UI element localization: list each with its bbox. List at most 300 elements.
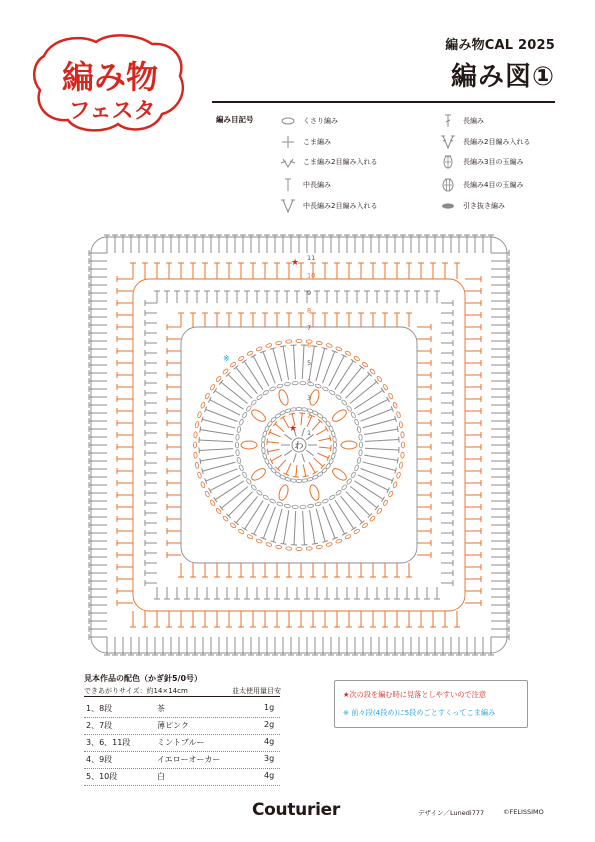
chain-mark (359, 442, 362, 448)
chain-mark (341, 484, 347, 491)
chain-mark (392, 402, 397, 409)
chain-mark (194, 452, 198, 458)
stitch-mark (309, 510, 314, 544)
rounds-cell: 1、8段 (86, 704, 113, 713)
caution-star-icon: ★ (289, 424, 298, 434)
chain-mark (362, 361, 369, 367)
table-row (84, 717, 280, 735)
chain-mark (262, 390, 269, 396)
chain-mark (222, 515, 229, 522)
table-divider (84, 696, 280, 697)
chain-mark (353, 528, 360, 534)
amount-header: 並太使用量目安 (232, 687, 281, 695)
dc2-in-same-icon (440, 135, 456, 149)
chain-mark (204, 393, 210, 400)
color-cell: 薄ピンク (157, 721, 189, 730)
chain-mark (197, 472, 202, 479)
stitch-mark (335, 361, 353, 390)
stitch-mark (313, 471, 318, 474)
stitch-mark (267, 442, 279, 443)
stitch-mark (221, 382, 247, 403)
amount-cell: 3g (264, 754, 275, 763)
chain-mark (261, 447, 265, 453)
note-caution: ★次の段を編む時に見落としやすいので注意 (343, 690, 487, 699)
stitch-mark (354, 481, 383, 499)
chain-mark (296, 547, 302, 550)
chain-mark (345, 534, 352, 540)
spike-mark-icon: ※ (223, 354, 230, 363)
chain-mark (276, 502, 283, 507)
amount-cell: 1g (264, 703, 275, 712)
chain-mark (401, 432, 405, 438)
chain-mark (357, 457, 362, 464)
chain-mark (256, 394, 263, 400)
stitch-mark (294, 345, 296, 379)
legend-item (440, 199, 505, 213)
stitch-mark (363, 462, 396, 471)
stitch-mark (200, 458, 201, 464)
svg-text:編み物: 編み物 (61, 58, 159, 96)
caution-star-icon: ★ (291, 258, 300, 268)
chain-mark (256, 346, 263, 351)
chain-mark (200, 402, 205, 409)
chain-mark (210, 384, 216, 391)
round-number: 4 (307, 376, 312, 385)
chain-mark (307, 504, 313, 508)
chain-mark (325, 463, 331, 470)
copyright: ©FELISSIMO (503, 808, 544, 816)
chain-mark (215, 376, 221, 383)
stitch-mark (280, 346, 286, 347)
stitch-mark (245, 500, 263, 529)
stitch-mark (293, 454, 296, 463)
stitch-mark (346, 374, 370, 398)
chain-mark (354, 464, 359, 471)
rounds-cell: 3、6、11段 (86, 738, 131, 747)
legend-item (440, 114, 484, 128)
stitch-mark (275, 424, 284, 432)
stitch-mark (381, 497, 384, 502)
stitch-mark (214, 497, 217, 502)
stitch-mark (284, 510, 289, 544)
stitch-mark (200, 430, 234, 435)
chain-mark (300, 381, 306, 385)
legend-label: 長編み2目編み入れる (463, 138, 531, 146)
legend-item (440, 155, 523, 169)
stitch-mark (397, 426, 398, 432)
stitch-mark (364, 429, 398, 434)
page-title: 編み図① (450, 62, 555, 92)
stitch-mark (289, 413, 295, 414)
stitch-mark (199, 440, 233, 442)
chain-mark (265, 343, 272, 348)
round-number: 10 (307, 271, 316, 280)
stitch-mark (316, 348, 325, 381)
stitch-mark (202, 419, 235, 428)
stitch-mark (330, 435, 331, 441)
chain-mark (270, 416, 277, 423)
chain-mark (269, 386, 276, 391)
header-divider (212, 101, 555, 103)
stitch-mark (303, 465, 306, 477)
stitch-mark (331, 445, 332, 451)
stitch-mark (311, 346, 317, 347)
chain-mark (382, 384, 388, 391)
chain-mark (237, 426, 242, 433)
chain-mark (354, 419, 359, 426)
stitch-mark (270, 459, 273, 464)
chain-mark (346, 405, 352, 412)
chain-mark (396, 411, 401, 418)
color-table-title: 見本作品の配色（かぎ針5/0号） (84, 674, 203, 683)
round-number: 7 (307, 324, 312, 332)
chain-mark (247, 534, 254, 540)
stitch-mark (283, 417, 289, 427)
bobble-mark (277, 484, 290, 502)
chain-mark (276, 384, 283, 389)
chain-mark (369, 368, 376, 375)
stitch-mark (397, 457, 398, 463)
stitch-mark (244, 361, 263, 389)
chain-mark (341, 399, 347, 406)
stitch-mark (301, 413, 302, 425)
chain-mark (353, 356, 360, 362)
amount-cell: 2g (264, 720, 275, 729)
chain-mark (210, 499, 216, 506)
stitch-mark (340, 367, 361, 393)
stitch-mark (202, 462, 235, 471)
hdc2-in-same-icon (280, 199, 296, 213)
half-double-icon (280, 178, 296, 192)
chain-mark (388, 393, 394, 400)
stitch-mark (242, 360, 247, 363)
chain-mark (236, 434, 240, 440)
legend-label: 中長編み (303, 181, 331, 189)
chain-mark (262, 494, 269, 500)
stitch-mark (294, 511, 296, 545)
legend-label: こま編み (303, 138, 331, 146)
stitch-mark (325, 426, 328, 431)
chain-mark (376, 376, 382, 383)
stitch-mark (302, 454, 305, 463)
chain-mark (315, 502, 322, 507)
stitch-mark (200, 455, 234, 460)
round-number: 5 (307, 359, 312, 367)
svg-text:フェスタ: フェスタ (68, 99, 156, 124)
chain-mark (197, 411, 202, 418)
chain-mark (350, 412, 356, 419)
slip-stitch-icon (440, 199, 456, 213)
stitch-mark (200, 427, 201, 433)
chain-mark (322, 498, 329, 503)
stitch-mark (351, 359, 356, 362)
chain-mark (329, 494, 336, 500)
stitch-mark (270, 432, 281, 437)
chain-mark (235, 442, 238, 448)
chain-mark (290, 479, 296, 483)
chain-mark (261, 442, 264, 448)
stitch-mark (319, 438, 331, 441)
chain-mark (230, 522, 237, 528)
chain-mark (335, 538, 342, 543)
chain-mark (296, 479, 302, 482)
chain-mark (359, 450, 363, 456)
chain-mark (275, 341, 282, 345)
stitch-mark (284, 434, 291, 439)
stitch-mark (303, 476, 309, 477)
bobble-mark (250, 408, 268, 424)
chain-mark (247, 350, 254, 356)
chain-stitch-icon (280, 114, 296, 128)
chain-mark (195, 421, 199, 428)
chain-mark (301, 479, 307, 483)
table-row (84, 700, 280, 718)
stitch-mark (302, 345, 304, 379)
chain-mark (369, 515, 376, 522)
chain-mark (290, 407, 296, 411)
stitch-mark (316, 509, 325, 542)
stitch-mark (365, 440, 399, 442)
chain-mark (399, 462, 403, 469)
stitch-mark (267, 449, 268, 455)
chain-mark (239, 419, 244, 426)
bobble-mark (331, 466, 349, 482)
bobble-mark (341, 441, 357, 449)
stitch-mark (286, 463, 291, 474)
color-cell: 白 (157, 772, 165, 781)
chain-mark (401, 442, 404, 448)
chain-mark (335, 394, 342, 400)
chain-mark (251, 484, 257, 491)
legend-item (440, 178, 523, 192)
stitch-mark (236, 496, 257, 522)
double-crochet-icon (440, 114, 456, 128)
legend-item (440, 135, 530, 149)
stitch-mark (354, 390, 382, 409)
stitch-mark (273, 348, 282, 381)
stitch-mark (268, 449, 280, 452)
stitch-mark (283, 346, 288, 380)
finished-size: できあがりサイズ：約14×14cm (84, 687, 188, 695)
crochet-chart (86, 232, 512, 658)
stitch-mark (242, 527, 247, 530)
stitch-mark (215, 391, 244, 409)
round-number: 3 (307, 394, 312, 402)
chain-mark (335, 346, 342, 351)
chain-mark (286, 340, 292, 344)
chain-mark (238, 528, 245, 534)
sc2-in-same-icon (280, 155, 296, 169)
chain-mark (296, 339, 302, 342)
chain-mark (265, 542, 272, 547)
chain-mark (230, 361, 237, 367)
chain-mark (346, 478, 352, 485)
chain-mark (284, 382, 290, 386)
chain-mark (359, 434, 363, 440)
chain-mark (326, 343, 333, 348)
stitch-mark (309, 462, 315, 472)
legend-item (280, 114, 338, 128)
magic-ring-label: わ (294, 441, 304, 452)
chain-mark (222, 368, 229, 375)
chain-mark (333, 442, 336, 448)
chain-mark (239, 464, 244, 471)
chain-mark (401, 452, 405, 458)
chain-mark (286, 547, 292, 551)
chain-mark (300, 505, 306, 509)
legend-label: 中長編み2目編み入れる (303, 202, 378, 210)
stitch-mark (296, 465, 297, 477)
amount-cell: 4g (264, 737, 275, 746)
chain-mark (315, 384, 322, 389)
stitch-mark (316, 429, 326, 435)
stitch-mark (317, 453, 328, 458)
chain-mark (399, 421, 403, 428)
brand-logo: Couturier (252, 800, 340, 820)
chain-mark (275, 545, 282, 549)
chain-mark (306, 547, 312, 551)
chain-mark (238, 356, 245, 362)
legend-label: 長編み4目の玉編み (463, 181, 524, 189)
chain-mark (345, 350, 352, 356)
stitch-mark (267, 439, 268, 445)
stitch-mark (228, 374, 252, 398)
chain-mark (350, 471, 356, 478)
chain-mark (333, 447, 337, 453)
stitch-mark (278, 460, 286, 469)
chain-mark (256, 490, 263, 496)
legend-item (280, 178, 331, 192)
legend-label: 長編み3目の玉編み (463, 158, 524, 166)
round-number: 11 (307, 254, 316, 262)
chain-mark (292, 381, 298, 385)
bobble-mark (250, 466, 268, 482)
chain-mark (246, 478, 252, 485)
chain-mark (329, 390, 336, 396)
chain-mark (382, 499, 388, 506)
color-cell: ミントブルー (157, 738, 205, 747)
chain-mark (362, 522, 369, 528)
chain-mark (204, 491, 210, 498)
bobble-mark (277, 389, 290, 407)
round-number: 9 (307, 289, 312, 297)
chain-mark (321, 416, 328, 423)
stitch-mark (284, 450, 291, 455)
stitch-mark (306, 450, 313, 455)
stitch-mark (312, 421, 320, 430)
chain-mark (388, 491, 394, 498)
stitch-mark (280, 416, 285, 419)
chain-mark (284, 504, 290, 508)
cal-label: 編み物CAL 2025 (445, 38, 555, 53)
legend-label: くさり編み (303, 117, 338, 125)
chain-mark (195, 462, 199, 469)
dc3-bobble-icon (440, 155, 456, 169)
stitch-mark (351, 527, 356, 530)
legend-item (280, 135, 331, 149)
stitch-mark (346, 492, 370, 516)
chain-mark (396, 472, 401, 479)
rounds-cell: 2、7段 (86, 721, 113, 730)
stitch-mark (271, 455, 281, 461)
stitch-mark (363, 419, 396, 428)
chain-mark (251, 399, 257, 406)
legend-label: こま編み2目編み入れる (303, 158, 378, 166)
chain-mark (333, 436, 337, 442)
color-cell: イエローオーカー (157, 755, 221, 764)
chain-mark (292, 505, 298, 509)
round-number: 8 (307, 306, 312, 315)
notes-box (334, 680, 528, 728)
bobble-mark (241, 441, 257, 449)
color-cell: 茶 (157, 704, 165, 713)
stitch-mark (273, 509, 282, 542)
bobble-mark (308, 484, 321, 502)
stitch-mark (213, 388, 216, 393)
rounds-cell: 5、10段 (86, 772, 118, 781)
amount-cell: 4g (264, 771, 275, 780)
rounds-cell: 4、9段 (86, 755, 113, 764)
design-credit: デザイン／Lunedi777 (418, 809, 485, 817)
bobble-mark (331, 408, 349, 424)
note-spike-stitch: ※ 前々段(4段め)に5段めごとすくってこま編み (343, 708, 496, 717)
chain-mark (335, 490, 342, 496)
legend-item (280, 155, 377, 169)
chain-mark (237, 457, 242, 464)
chain-mark (193, 442, 196, 448)
stitch-mark (221, 487, 247, 508)
stitch-mark (365, 448, 399, 450)
round-number: 2 (307, 411, 312, 420)
stitch-mark (312, 543, 318, 544)
chain-mark (261, 436, 265, 442)
stitch-mark (350, 486, 376, 507)
chain-mark (392, 481, 397, 488)
chain-mark (242, 471, 248, 478)
stitch-mark (215, 481, 243, 500)
stitch-mark (350, 382, 376, 403)
stitch-mark (299, 413, 305, 414)
chain-mark (316, 341, 323, 345)
chain-mark (321, 467, 328, 474)
legend-title: 編み目記号 (216, 115, 254, 124)
chain-mark (322, 386, 329, 391)
chain-mark (270, 467, 277, 474)
chain-mark (200, 481, 205, 488)
stitch-mark (302, 428, 305, 437)
chain-mark (236, 450, 240, 456)
table-row (84, 768, 280, 786)
table-row (84, 734, 280, 752)
chain-mark (326, 542, 333, 547)
chain-mark (246, 405, 252, 412)
festa-logo (30, 30, 190, 140)
chain-mark (274, 471, 281, 477)
stitch-mark (381, 388, 384, 393)
chain-mark (256, 538, 263, 543)
chain-mark (269, 498, 276, 503)
round-number: 6 (307, 341, 312, 350)
dc4-bobble-icon (440, 178, 456, 192)
legend-item (280, 199, 377, 213)
chain-mark (242, 412, 248, 419)
chain-mark (267, 420, 273, 427)
stitch-mark (281, 543, 287, 544)
stitch-mark (341, 496, 362, 522)
chain-mark (296, 407, 302, 410)
chain-mark (357, 426, 362, 433)
chain-mark (215, 508, 221, 515)
